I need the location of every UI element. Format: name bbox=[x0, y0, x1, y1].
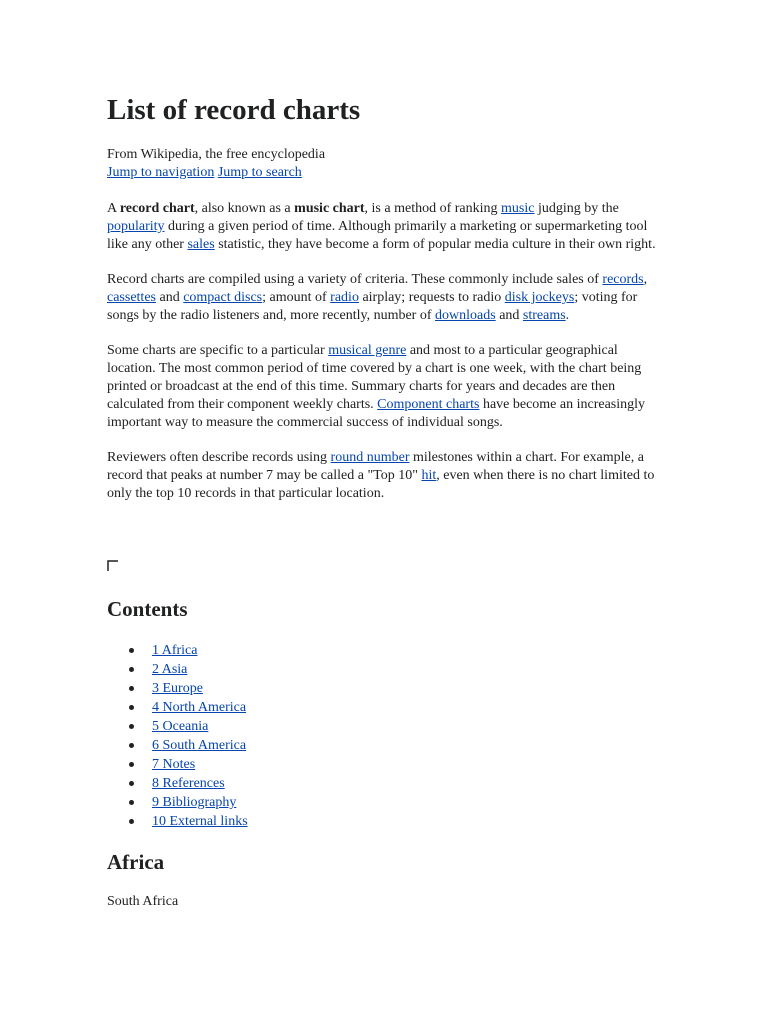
jump-to-search-link[interactable]: Jump to search bbox=[217, 165, 302, 180]
toc-item-external-links bbox=[107, 812, 248, 831]
toc-link[interactable]: 6 South America bbox=[152, 738, 247, 753]
link-disk-jockeys[interactable]: disk jockeys bbox=[504, 290, 575, 305]
toc-item-south-america bbox=[107, 736, 248, 755]
text: , is a method of ranking bbox=[364, 201, 502, 216]
toc-toggle-checkbox-icon[interactable] bbox=[107, 560, 118, 571]
toc-link[interactable]: 3 Europe bbox=[152, 681, 203, 696]
toc-link[interactable]: 4 North America bbox=[152, 700, 247, 715]
link-musical-genre[interactable]: musical genre bbox=[328, 343, 407, 358]
text: . bbox=[565, 308, 570, 323]
bullet-icon bbox=[129, 648, 134, 653]
bullet-icon bbox=[129, 705, 134, 710]
page-title: List of record charts bbox=[107, 94, 361, 126]
text: A bbox=[107, 201, 120, 216]
text: Some charts are specific to a particular bbox=[107, 343, 329, 358]
intro-paragraph-3 bbox=[107, 342, 667, 432]
link-downloads[interactable]: downloads bbox=[435, 308, 496, 323]
toc-item-references bbox=[107, 774, 248, 793]
contents-heading: Contents bbox=[107, 597, 188, 621]
text: statistic, they have become a form of popular media culture in their own right. bbox=[214, 237, 656, 252]
toc-link[interactable]: 9 Bibliography bbox=[152, 795, 237, 810]
jump-links bbox=[107, 164, 667, 182]
toc-item-notes bbox=[107, 755, 248, 774]
text: and bbox=[155, 290, 184, 305]
link-streams[interactable]: streams bbox=[522, 308, 566, 323]
text: , even when there is no chart limited to only the top 10 records in that particular location. bbox=[107, 468, 655, 501]
bullet-icon bbox=[129, 762, 134, 767]
link-compact-discs[interactable]: compact discs bbox=[183, 290, 263, 305]
text: ; voting for songs by the radio listeners and, more recently, number of bbox=[107, 290, 638, 323]
toc-link[interactable]: 7 Notes bbox=[152, 757, 196, 772]
bold-term-record-chart: record chart bbox=[119, 201, 195, 216]
text: , bbox=[643, 272, 648, 287]
toc-item-oceania bbox=[107, 717, 248, 736]
link-records[interactable]: records bbox=[602, 272, 644, 287]
link-popularity[interactable]: popularity bbox=[107, 219, 165, 234]
text: , also known as a bbox=[194, 201, 295, 216]
toc-link[interactable]: 10 External links bbox=[152, 814, 248, 829]
link-round-number[interactable]: round number bbox=[330, 450, 410, 465]
bullet-icon bbox=[129, 724, 134, 729]
table-of-contents bbox=[107, 641, 248, 831]
site-subtitle: From Wikipedia, the free encyclopedia bbox=[107, 147, 326, 162]
link-hit[interactable]: hit bbox=[421, 468, 437, 483]
bullet-icon bbox=[129, 819, 134, 824]
bullet-icon bbox=[129, 686, 134, 691]
jump-to-navigation-link[interactable]: Jump to navigation bbox=[107, 165, 215, 180]
text: Record charts are compiled using a variety of criteria. These commonly include sales of bbox=[107, 272, 603, 287]
intro-paragraph-4 bbox=[107, 449, 667, 503]
toc-link[interactable]: 5 Oceania bbox=[152, 719, 209, 734]
bullet-icon bbox=[129, 667, 134, 672]
text: airplay; requests to radio bbox=[358, 290, 505, 305]
toc-link[interactable]: 2 Asia bbox=[152, 662, 188, 677]
toc-item-africa bbox=[107, 641, 248, 660]
toc-item-north-america bbox=[107, 698, 248, 717]
bullet-icon bbox=[129, 781, 134, 786]
intro-paragraph-2 bbox=[107, 271, 667, 325]
article-content bbox=[107, 92, 667, 503]
link-music[interactable]: music bbox=[501, 201, 535, 216]
toc-link[interactable]: 8 References bbox=[152, 776, 225, 791]
text: milestones within a chart. For example, a record that peaks at number 7 may be called a "Top 10" bbox=[107, 450, 644, 483]
bullet-icon bbox=[129, 743, 134, 748]
text: judging by the bbox=[534, 201, 619, 216]
corner-bracket-icon bbox=[107, 560, 118, 571]
link-radio[interactable]: radio bbox=[330, 290, 359, 305]
text: have become an increasingly important way to measure the commercial success of individual songs. bbox=[107, 397, 646, 430]
toc-item-asia bbox=[107, 660, 248, 679]
toc-item-europe bbox=[107, 679, 248, 698]
link-component-charts[interactable]: Component charts bbox=[377, 397, 480, 412]
text: ; amount of bbox=[262, 290, 331, 305]
text: during a given period of time. Although primarily a marketing or supermarketing tool like any other bbox=[107, 219, 648, 252]
text: Reviewers often describe records using bbox=[107, 450, 331, 465]
intro-paragraph-1 bbox=[107, 200, 667, 254]
link-sales[interactable]: sales bbox=[187, 237, 215, 252]
toc-link[interactable]: 1 Africa bbox=[152, 643, 198, 658]
section-heading-africa: Africa bbox=[107, 850, 165, 874]
text: and bbox=[495, 308, 523, 323]
section-subitem-south-africa: South Africa bbox=[107, 894, 179, 909]
toc-item-bibliography bbox=[107, 793, 248, 812]
link-cassettes[interactable]: cassettes bbox=[107, 290, 156, 305]
text: and most to a particular geographical location. The most common period of time covered by a chart is one week, with the chart being printed or broadcast at the end of this time. Summary charts for years and decades are then calculated from their component weekly charts. bbox=[107, 343, 642, 412]
bold-term-music-chart: music chart bbox=[294, 201, 365, 216]
bullet-icon bbox=[129, 800, 134, 805]
